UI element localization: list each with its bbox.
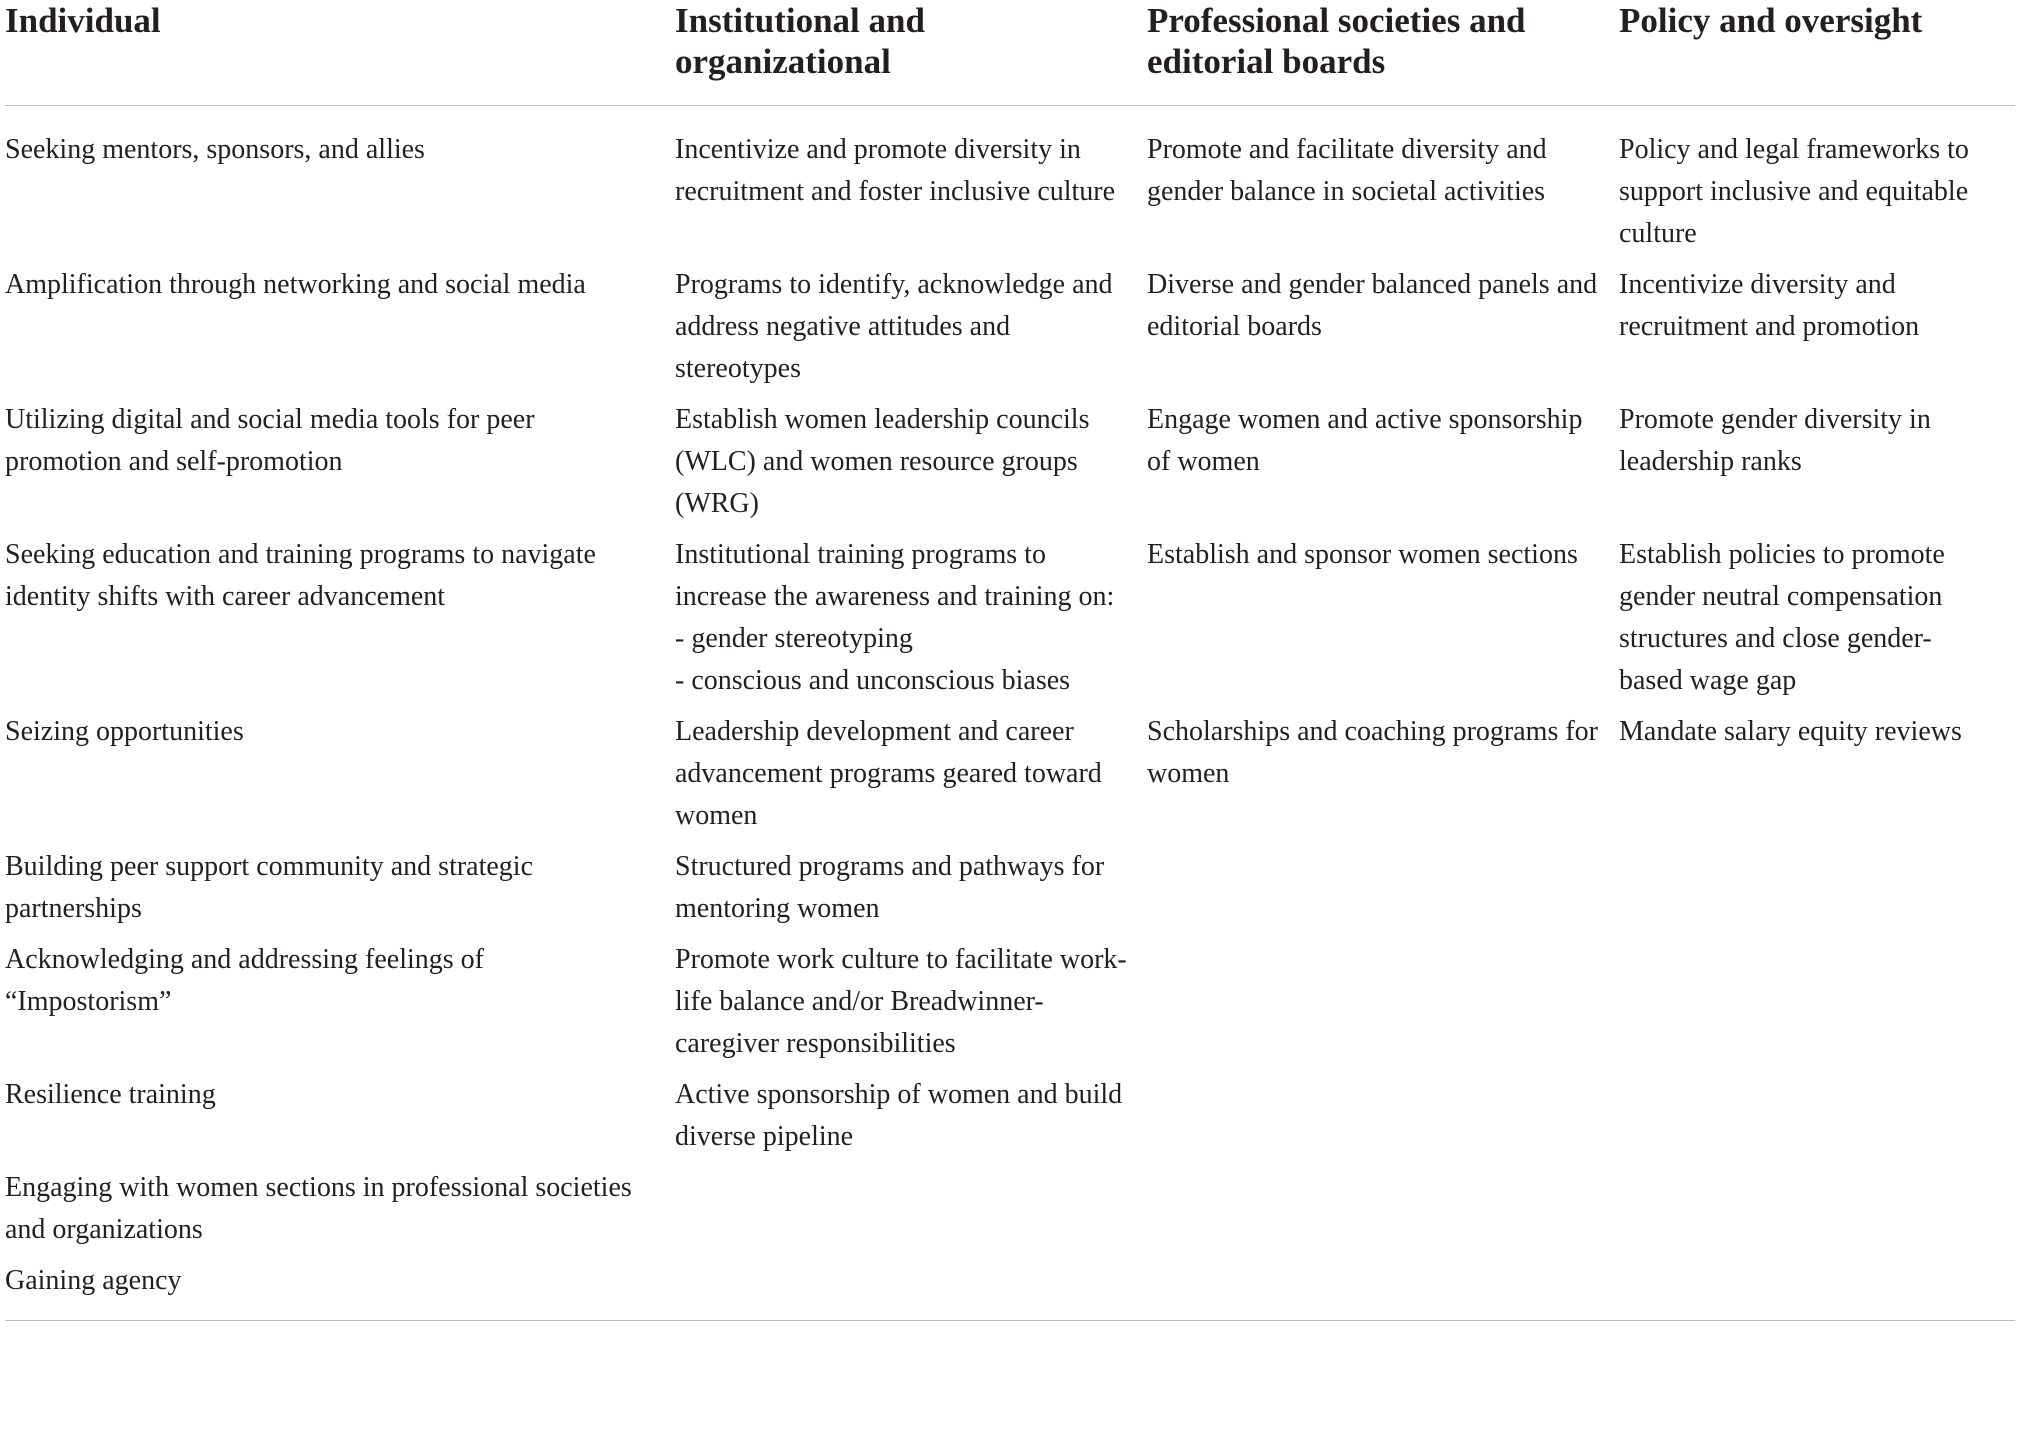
strategies-table xyxy=(5,0,2015,1321)
column-header-institutional: Institutional and organizational xyxy=(675,0,1147,106)
table-row xyxy=(5,399,2015,534)
table-cell: Policy and legal frameworks to support inclusive and equitable culture xyxy=(1619,134,1969,249)
table-cell: Engaging with women sections in professional societies and organizations xyxy=(5,1172,632,1245)
table-row xyxy=(5,846,2015,939)
table-cell: Seeking education and training programs to navigate identity shifts with career advancement xyxy=(5,539,596,612)
table-row xyxy=(5,264,2015,399)
table-cell: Institutional training programs to increase the awareness and training on: - gender stereotyping - conscious and unconscious biases xyxy=(675,539,1115,696)
table-cell xyxy=(1147,1074,1619,1167)
table-cell xyxy=(1619,846,2015,939)
table-row xyxy=(5,1074,2015,1167)
table-cell: Promote gender diversity in leadership ranks xyxy=(1619,404,1931,477)
table-cell xyxy=(675,1167,1147,1260)
table-cell: Acknowledging and addressing feelings of “Impostorism” xyxy=(5,944,484,1017)
table-cell: Programs to identify, acknowledge and address negative attitudes and stereotypes xyxy=(675,269,1113,384)
table-cell xyxy=(1147,1167,1619,1260)
header-row xyxy=(5,0,2015,106)
table-cell: Establish women leadership councils (WLC) and women resource groups (WRG) xyxy=(675,404,1090,519)
column-header-policy: Policy and oversight xyxy=(1619,0,2015,106)
table-cell xyxy=(1619,939,2015,1074)
table-cell: Incentivize diversity and recruitment and promotion xyxy=(1619,269,1920,342)
table-row xyxy=(5,534,2015,711)
table-cell: Incentivize and promote diversity in recruitment and foster inclusive culture xyxy=(675,134,1116,207)
table-cell xyxy=(1619,1167,2015,1260)
table-cell: Diverse and gender balanced panels and editorial boards xyxy=(1147,269,1598,342)
table-cell: Leadership development and career advancement programs geared toward women xyxy=(675,716,1102,831)
table-body xyxy=(5,106,2015,1321)
table-cell: Seizing opportunities xyxy=(5,716,244,747)
table-cell xyxy=(1619,1074,2015,1167)
table-cell: Seeking mentors, sponsors, and allies xyxy=(5,134,425,165)
table-cell xyxy=(1147,939,1619,1074)
table-cell: Utilizing digital and social media tools for peer promotion and self-promotion xyxy=(5,404,535,477)
table-row xyxy=(5,106,2015,265)
table-cell: Promote work culture to facilitate work-life balance and/or Breadwinner-caregiver responsibilities xyxy=(675,944,1127,1059)
table-cell xyxy=(675,1260,1147,1321)
table-row xyxy=(5,1167,2015,1260)
table-cell: Mandate salary equity reviews xyxy=(1619,716,1962,747)
column-header-professional-societies: Professional societies and editorial boards xyxy=(1147,0,1619,106)
table-cell xyxy=(1147,846,1619,939)
table-cell: Establish policies to promote gender neutral compensation structures and close gender-based wage gap xyxy=(1619,539,1945,696)
table-cell: Promote and facilitate diversity and gender balance in societal activities xyxy=(1147,134,1547,207)
column-header-individual: Individual xyxy=(5,0,675,106)
table-header xyxy=(5,0,2015,106)
table-cell: Establish and sponsor women sections xyxy=(1147,539,1578,570)
table-cell xyxy=(1147,1260,1619,1321)
table-cell xyxy=(1619,1260,2015,1321)
table-cell: Gaining agency xyxy=(5,1260,675,1321)
table-cell: Amplification through networking and social media xyxy=(5,269,586,300)
table-cell: Active sponsorship of women and build diverse pipeline xyxy=(675,1079,1123,1152)
table-row xyxy=(5,711,2015,846)
table-cell: Scholarships and coaching programs for women xyxy=(1147,716,1598,789)
table-cell: Engage women and active sponsorship of women xyxy=(1147,404,1583,477)
table-cell: Building peer support community and strategic partnerships xyxy=(5,851,534,924)
table-row xyxy=(5,1260,2015,1321)
table-cell: Structured programs and pathways for mentoring women xyxy=(675,851,1105,924)
table-cell: Resilience training xyxy=(5,1079,216,1110)
table-row xyxy=(5,939,2015,1074)
